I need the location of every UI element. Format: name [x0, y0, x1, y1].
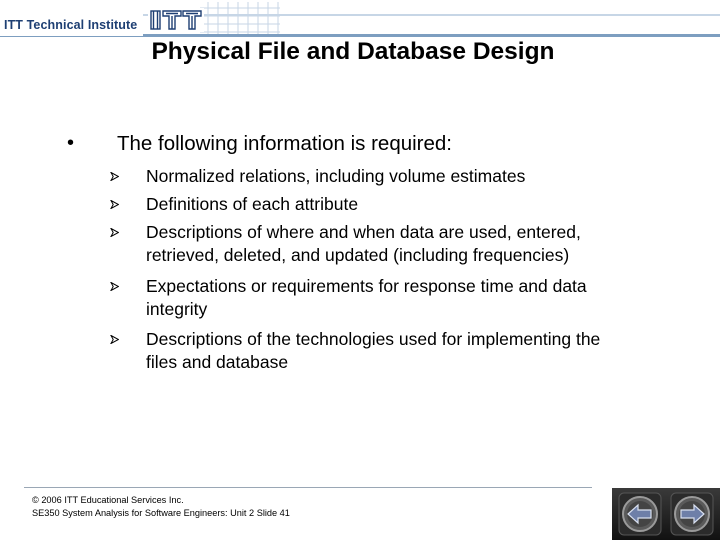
slide-navigation: [612, 488, 720, 540]
arrowhead-bullet-icon: [110, 172, 119, 181]
lead-text: The following information is required:: [117, 132, 452, 155]
arrowhead-bullet-icon: [110, 282, 119, 291]
footer-rule: [24, 487, 592, 488]
institute-logo: [0, 14, 143, 36]
next-slide-button[interactable]: [670, 492, 714, 536]
arrowhead-bullet-icon: [110, 335, 119, 344]
page-title: Physical File and Database Design: [151, 38, 555, 65]
previous-slide-button[interactable]: [618, 492, 662, 536]
itt-logo-mark: [148, 8, 204, 32]
arrow-left-icon: [618, 492, 662, 536]
institute-name: ITT Technical Institute: [4, 18, 138, 32]
arrowhead-bullet-icon: [110, 200, 119, 209]
itt-logo-icon: [148, 8, 204, 32]
arrowhead-bullet-icon: [110, 228, 119, 237]
list-item-text: Expectations or requirements for response time and data integrity: [146, 276, 587, 319]
slide-footer: [32, 494, 290, 520]
bullet-dot: •: [67, 132, 75, 154]
header-grid-pattern: [200, 2, 280, 36]
course-slide-text: SE350 System Analysis for Software Engineers: Unit 2 Slide 41: [32, 508, 290, 518]
list-item-text: Descriptions of the technologies used for implementing the files and database: [146, 329, 601, 372]
list-item-text: Descriptions of where and when data are used, entered, retrieved, deleted, and updated (including frequencies): [146, 222, 581, 265]
arrow-right-icon: [670, 492, 714, 536]
list-item-text: Definitions of each attribute: [146, 194, 359, 214]
slide-header: [0, 0, 720, 40]
copyright-text: © 2006 ITT Educational Services Inc.: [32, 495, 184, 505]
list-item-text: Normalized relations, including volume estimates: [146, 166, 526, 186]
